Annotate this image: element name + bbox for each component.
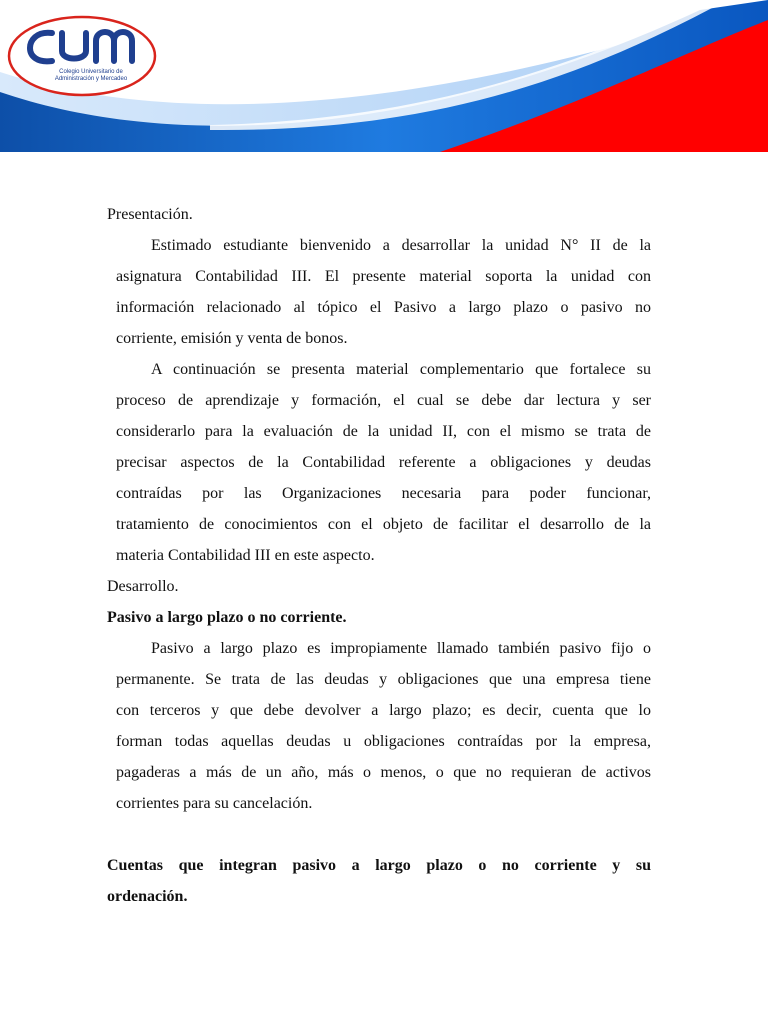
paragraph-line: información relacionado al tópico el Pasivo a largo plazo o pasivo no: [116, 299, 651, 316]
paragraph-line: tratamiento de conocimientos con el objeto de facilitar el desarrollo de la: [116, 516, 651, 533]
logo-subtitle-line2: Administración y Mercadeo: [54, 76, 128, 82]
heading-desarrollo: Desarrollo.: [107, 578, 179, 595]
paragraph-line: proceso de aprendizaje y formación, el cual se debe dar lectura y ser: [116, 392, 651, 409]
heading-presentacion: Presentación.: [107, 206, 193, 223]
logo-subtitle-line1: Colegio Universitario de: [59, 69, 123, 75]
paragraph-line: Estimado estudiante bienvenido a desarrollar la unidad N° II de la: [151, 237, 651, 254]
paragraph-line: considerarlo para la evaluación de la unidad II, con el mismo se trata de: [116, 423, 651, 440]
paragraph-line: precisar aspectos de la Contabilidad referente a obligaciones y deudas: [116, 454, 651, 471]
college-logo: [6, 15, 158, 97]
paragraph-line: permanente. Se trata de las deudas y obligaciones que una empresa tiene: [116, 671, 651, 688]
document-body: [107, 199, 651, 912]
logo-subtitle: [46, 69, 136, 83]
heading-cuentas-line: ordenación.: [107, 888, 188, 905]
paragraph-line: corriente, emisión y venta de bonos.: [116, 330, 348, 347]
paragraph-line: contraídas por las Organizaciones necesaria para poder funcionar,: [116, 485, 651, 502]
paragraph-line: Pasivo a largo plazo es impropiamente llamado también pasivo fijo o: [151, 640, 651, 657]
paragraph-line: corrientes para su cancelación.: [116, 795, 313, 812]
paragraph-line: asignatura Contabilidad III. El presente material soporta la unidad con: [116, 268, 651, 285]
paragraph-line: con terceros y que debe devolver a largo plazo; es decir, cuenta que lo: [116, 702, 651, 719]
logo-emblem: [6, 15, 158, 97]
paragraph-line: materia Contabilidad III en este aspecto.: [116, 547, 375, 564]
paragraph-line: forman todas aquellas deudas u obligaciones contraídas por la empresa,: [116, 733, 651, 750]
heading-pasivo-largo-plazo: Pasivo a largo plazo o no corriente.: [107, 609, 347, 626]
heading-cuentas-line: Cuentas que integran pasivo a largo plazo o no corriente y su: [107, 857, 651, 874]
page-header-banner: [0, 0, 768, 152]
paragraph-line: A continuación se presenta material complementario que fortalece su: [151, 361, 651, 378]
spacer: [107, 819, 651, 850]
paragraph-line: pagaderas a más de un año, más o menos, o que no requieran de activos: [116, 764, 651, 781]
